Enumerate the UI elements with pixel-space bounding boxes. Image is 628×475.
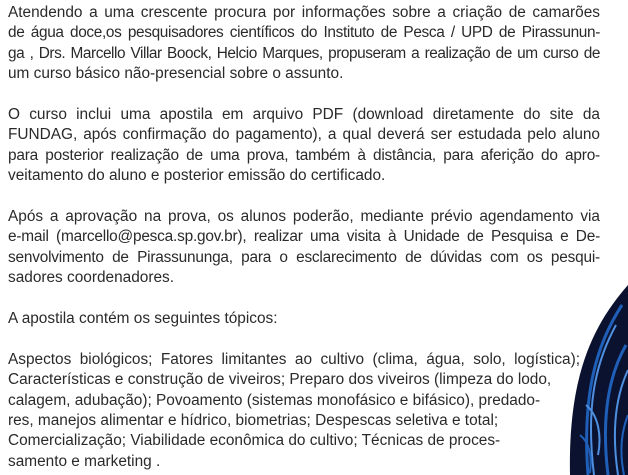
text-line: Após a aprovação na prova, os alunos poderão, mediante prévio agendamento via	[8, 208, 600, 226]
text-line: senvolvimento de Pirassununga, para o esclarecimento de dúvidas com os pesqui-	[8, 248, 600, 266]
text-line: calagem, adubação); Povoamento (sistemas monofásico e bifásico), predado-	[8, 391, 541, 409]
text-line: sadores coordenadores.	[8, 269, 174, 287]
paragraph-visit	[8, 207, 600, 289]
text-line: A apostila contém os seguintes tópicos:	[8, 310, 278, 328]
text-line: Comercialização; Viabilidade econômica do cultivo; Técnicas de proces-	[8, 432, 501, 450]
text-line: samento e marketing .	[8, 452, 161, 470]
text-line: Atendendo a uma crescente procura por informações sobre a criação de camarões	[8, 4, 600, 21]
text-line: para posterior realização de uma prova, também à distância, para aferição do apro-	[8, 146, 600, 164]
paragraph-intro	[8, 3, 600, 85]
text-line: e-mail (marcello@pesca.sp.gov.br), realizar uma visita à Unidade de Pesquisa e De-	[8, 228, 600, 246]
decorative-swirl-graphic	[498, 285, 628, 475]
text-line: veitamento do aluno e posterior emissão do certificado.	[8, 167, 386, 185]
paragraph-topics	[8, 350, 580, 472]
text-line: FUNDAG, após confirmação do pagamento), a qual deverá ser estudada pelo aluno	[8, 126, 600, 144]
text-line: Características e construção de viveiros; Preparo dos viveiros (limpeza do lodo,	[8, 371, 552, 389]
text-line: ga , Drs. Marcello Villar Boock, Helcio Marques, propuseram a realização de um curso de	[8, 44, 600, 62]
text-line: um curso básico não-presencial sobre o assunto.	[8, 65, 344, 83]
paragraph-course	[8, 105, 600, 187]
text-line: res, manejos alimentar e hídrico, biometrias; Despescas seletiva e total;	[8, 412, 499, 430]
text-line: O curso inclui uma apostila em arquivo PDF (download diretamente do site da	[8, 106, 600, 124]
text-line: Aspectos biológicos; Fatores limitantes ao cultivo (clima, água, solo, logística);	[8, 350, 580, 368]
text-line: de água doce,os pesquisadores científicos do Instituto de Pesca / UPD de Pirassunun-	[8, 24, 600, 42]
